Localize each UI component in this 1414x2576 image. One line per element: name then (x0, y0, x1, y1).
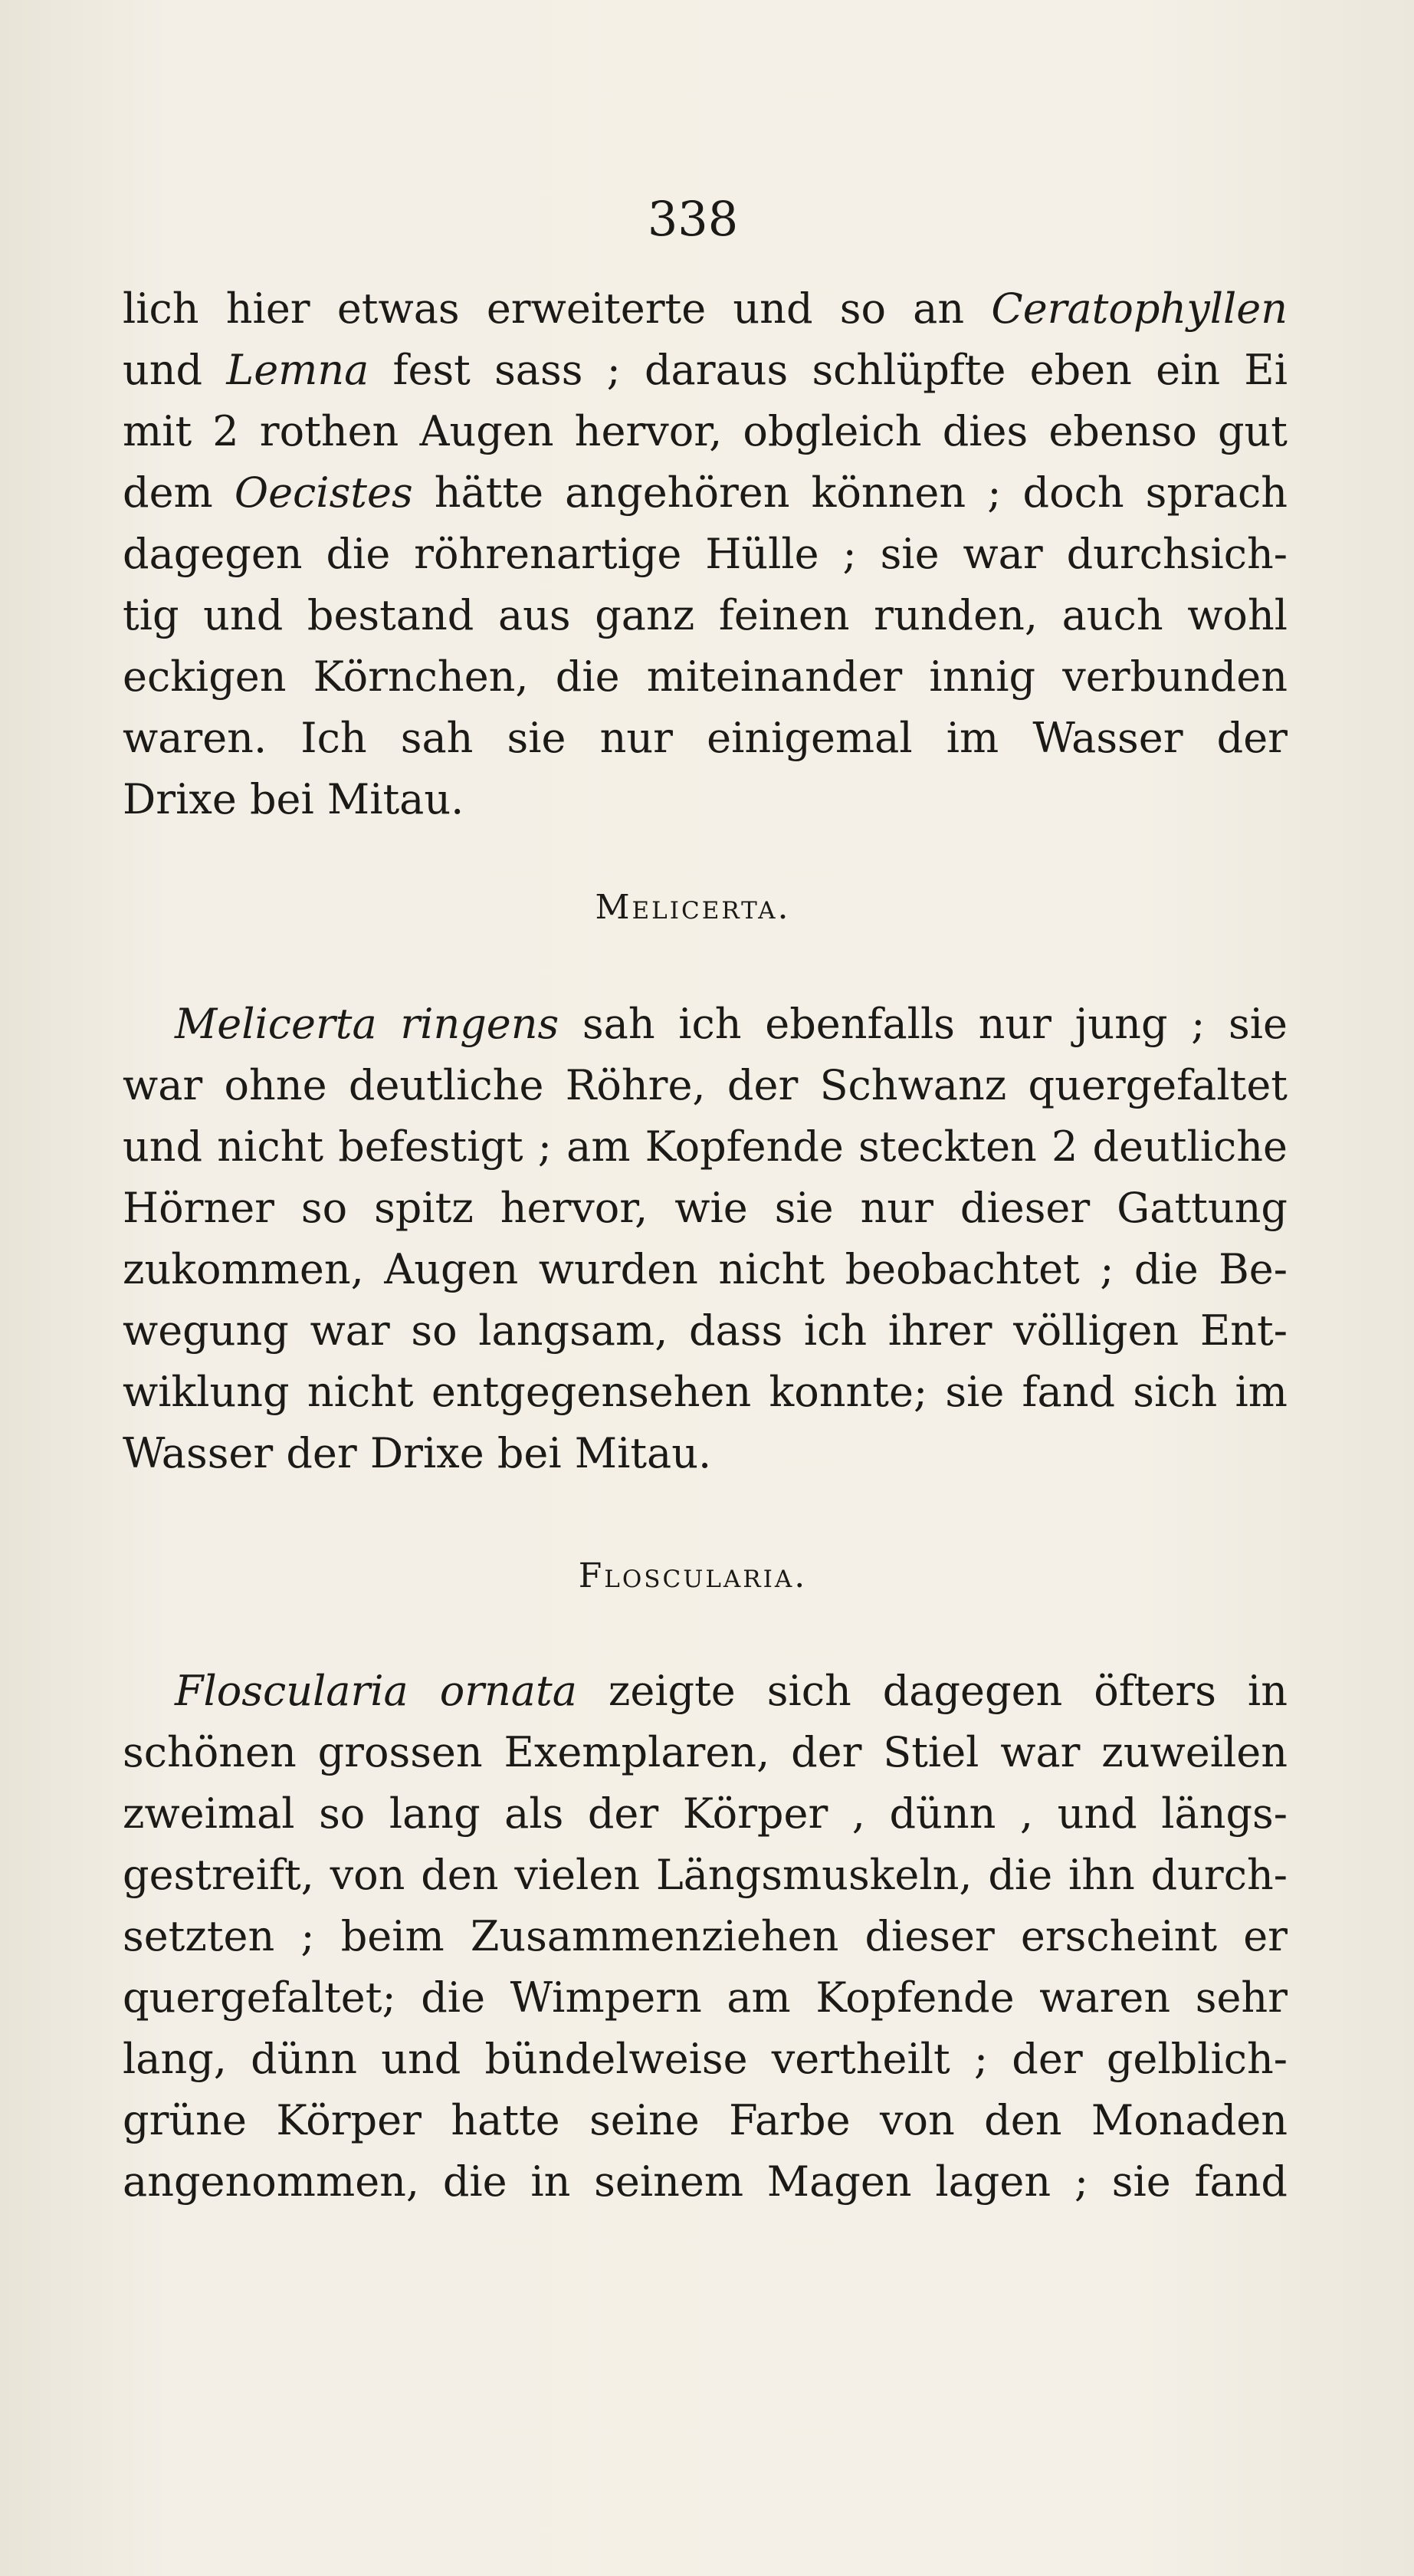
text-line: schönen grossen Exemplaren, der Stiel war zuweilen (123, 1728, 1288, 1776)
text-line: eckigen Körnchen, die miteinander innig verbunden (123, 652, 1288, 701)
text-line: angenommen, die in seinem Magen lagen ; sie fand (123, 2157, 1288, 2206)
page-number: 338 (647, 191, 739, 247)
text-line: und nicht befestigt ; am Kopfende steckten 2 deutliche (123, 1122, 1288, 1171)
text-line: wegung war so langsam, dass ich ihrer völligen Ent- (123, 1306, 1288, 1355)
text-line: zukommen, Augen wurden nicht beobachtet ; die Be- (123, 1245, 1288, 1293)
text-line: Floscularia ornata zeigte sich dagegen öfters in (175, 1667, 1288, 1715)
text-line: zweimal so lang als der Körper , dünn , und längs- (123, 1789, 1288, 1838)
text-line: wiklung nicht entgegensehen konnte; sie fand sich im (123, 1368, 1288, 1416)
text-line: gestreift, von den vielen Längsmuskeln, die ihn durch- (123, 1851, 1288, 1899)
text-line: waren. Ich sah sie nur einigemal im Wasser der (123, 714, 1288, 762)
paragraph-3 (123, 1661, 1288, 2213)
text-line: lich hier etwas erweiterte und so an Ceratophyllen (123, 284, 1288, 333)
text-line: und Lemna fest sass ; daraus schlüpfte eben ein Ei (123, 346, 1288, 394)
text-line: Drixe bei Mitau. (123, 775, 464, 823)
section-heading-floscularia: Floscularia. (578, 1556, 808, 1595)
paragraph-1 (123, 278, 1288, 830)
text-line: setzten ; beim Zusammenziehen dieser erscheint er (123, 1912, 1288, 1960)
text-line: war ohne deutliche Röhre, der Schwanz quergefaltet (123, 1061, 1288, 1109)
text-line: quergefaltet; die Wimpern am Kopfende waren sehr (123, 1973, 1288, 2022)
text-line: lang, dünn und bündelweise vertheilt ; der gelblich- (123, 2035, 1288, 2083)
text-line: Melicerta ringens sah ich ebenfalls nur jung ; sie (175, 1000, 1288, 1048)
paragraph-2 (123, 994, 1288, 1484)
text-line: dem Oecistes hätte angehören können ; doch sprach (123, 468, 1288, 517)
text-line: Wasser der Drixe bei Mitau. (123, 1429, 712, 1477)
text-line: mit 2 rothen Augen hervor, obgleich dies ebenso gut (123, 407, 1288, 455)
text-line: dagegen die röhrenartige Hülle ; sie war durchsich- (123, 530, 1288, 578)
text-line: Hörner so spitz hervor, wie sie nur dieser Gattung (123, 1184, 1288, 1232)
section-heading-melicerta: Melicerta. (595, 888, 791, 927)
text-line: tig und bestand aus ganz feinen runden, auch wohl (123, 591, 1288, 639)
text-line: grüne Körper hatte seine Farbe von den Monaden (123, 2096, 1288, 2144)
